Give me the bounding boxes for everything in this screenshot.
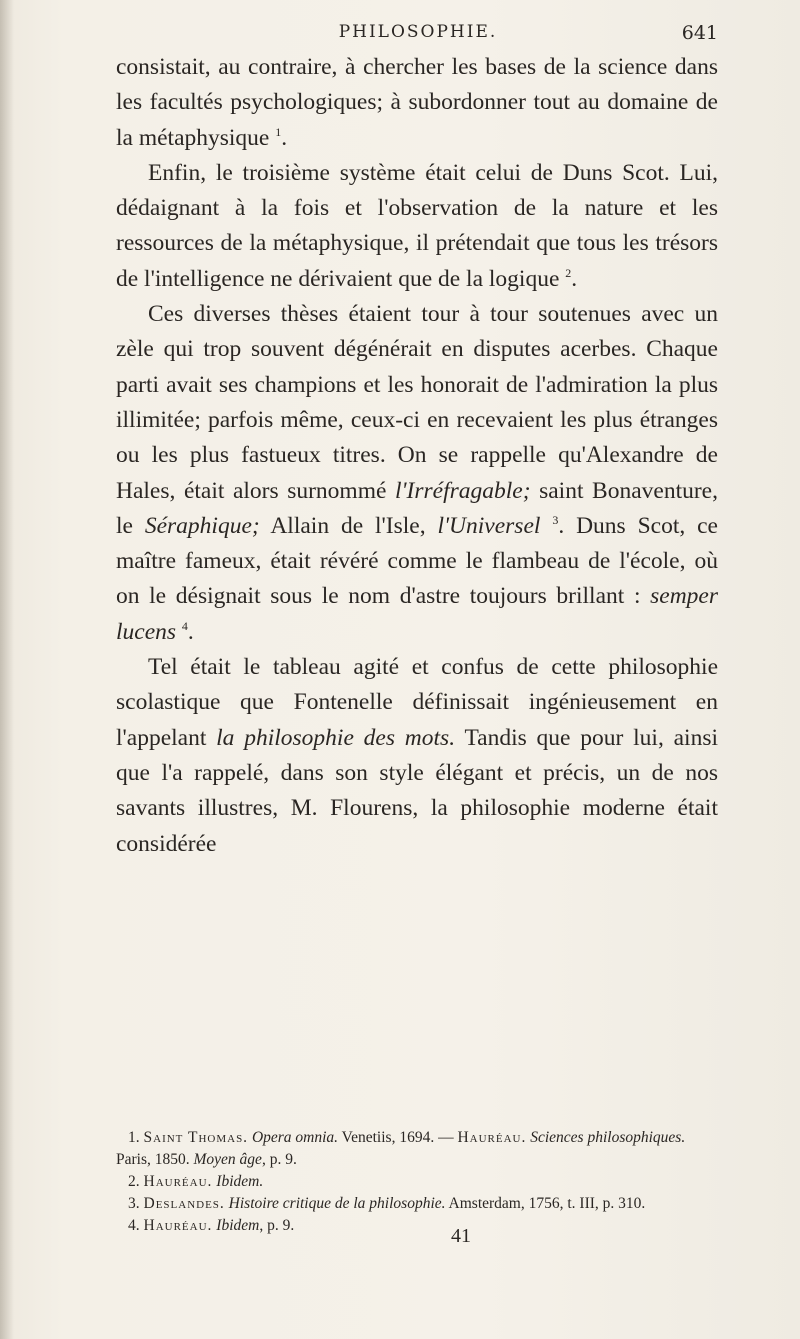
footnote-4: 4. Hauréau. Ibidem, p. 9. — [128, 1217, 295, 1234]
footnote-1: 1. Saint Thomas. Opera omnia. Venetiis, 1694. — Hauréau. Sciences philosophiques. Paris, 1850. Moyen âge, p. 9. — [116, 1129, 686, 1168]
running-head: PHILOSOPHIE. — [338, 22, 498, 42]
footnote-ref-1: 1 — [275, 124, 282, 139]
paragraph-3: Ces diverses thèses étaient tour à tour soutenues avec un zèle qui trop souvent dégénérait en disputes acerbes. Chaque parti avait ses champions et les honorait de l'admiration la plus illimitée; parfois même, ceux-ci en recevaient les plus étranges ou les plus fastueux titres. On se rappelle qu'Alexandre de Hales, était alors surnommé l'Irréfragable; saint Bonaventure, le Séraphique; Allain de l'Isle, l'Universel $^3$. Duns Scot, ce maître fameux, était révéré comme le flambeau de l'école, où on le désignait sous le nom d'astre toujours brillant : semper lucens $^4$. — [116, 301, 718, 645]
paragraph-1: consistait, au contraire, à chercher les bases de la science dans les facultés psychologiques; à subordonner tout au domaine de la métaphysique $^1$. — [116, 54, 718, 151]
paragraph-2: Enfin, le troisième système était celui de Duns Scot. Lui, dédaignant à la fois et l'observation de la nature et les ressources de la métaphysique, il prétendait que tous les trésors de l'intelligence ne dérivaient que de la logique $^2$. — [116, 159, 718, 292]
footnote-ref-3: 3 — [552, 512, 559, 527]
binding-shadow — [0, 0, 14, 1339]
footnotes — [116, 1127, 718, 1237]
paragraph-4: Tel était le tableau agité et confus de cette philosophie scolastique que Fontenelle définissait ingénieusement en l'appelant la philosophie des mots. Tandis que pour lui, ainsi que l'a rappelé, dans son style élégant et précis, un de nos savants illustres, M. Flourens, la philosophie moderne était considérée — [116, 654, 718, 857]
body-text — [116, 50, 718, 862]
footnote-ref-4: 4 — [181, 618, 188, 633]
signature-mark: 41 — [451, 1225, 471, 1247]
page-header — [118, 16, 718, 48]
footnote-2: 2. Hauréau. Ibidem. — [128, 1173, 264, 1190]
page-number: 641 — [681, 22, 718, 44]
footnote-ref-2: 2 — [565, 265, 572, 280]
footnote-3: 3. Deslandes. Histoire critique de la philosophie. Amsterdam, 1756, t. III, p. 310. — [128, 1195, 646, 1212]
